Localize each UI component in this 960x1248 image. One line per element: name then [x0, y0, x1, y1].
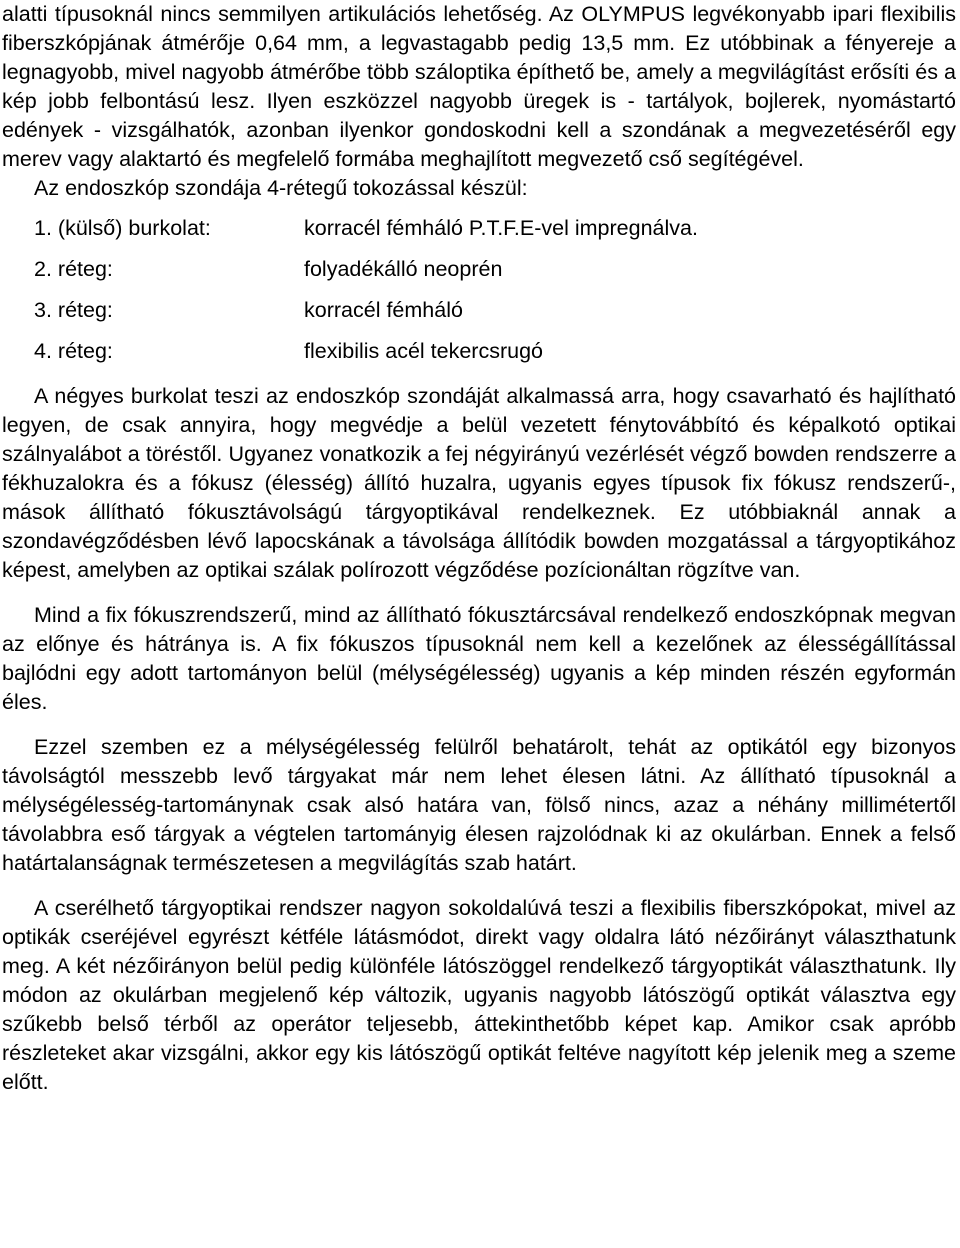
layer-item-4	[2, 337, 956, 366]
layers-list	[2, 214, 956, 366]
layer-value: folyadékálló neoprén	[304, 257, 503, 281]
layer-item-1	[2, 214, 956, 243]
paragraph-fokusz: Mind a fix fókuszrendszerű, mind az állítható fókusztárcsával rendelkező endoszkópnak megvan az előnye és hátránya is. A fix fókuszos típusoknál nem kell a kezelőnek az élességállítással bajlódni egy adott tartományon belül (mélységélesség) ugyanis a kép minden részén egyformán éles.	[2, 603, 956, 714]
layer-label: 2. réteg:	[34, 257, 113, 281]
layer-item-2	[2, 255, 956, 284]
layer-label: 3. réteg:	[34, 298, 113, 322]
paragraph-targyoptika: A cserélhető tárgyoptikai rendszer nagyon sokoldalúvá teszi a flexibilis fiberszkópokat, mivel az optikák cseréjével egyrészt kétféle látásmódot, direkt vagy oldalra látó nézőirányt választhatunk meg. A két nézőirányon belül pedig különféle látószöggel rendelkező tárgyoptikát választhatunk. Ily módon az okulárban megjelenő kép változik, ugyanis nagyobb látószögű optikát választva egy szűkebb belső térből az operátor teljesebb, áttekinthetőbb képet kap. Amikor csak apróbb részleteket akar vizsgálni, akkor egy kis látószögű optikát feltéve nagyított kép jelenik meg a szeme előtt.	[2, 896, 956, 1094]
layer-value: flexibilis acél tekercsrugó	[304, 339, 543, 363]
layer-label: 1. (külső) burkolat:	[34, 216, 211, 240]
layers-intro: Az endoszkóp szondája 4-rétegű tokozással készül:	[34, 176, 528, 200]
paragraph-burkolat: A négyes burkolat teszi az endoszkóp szondáját alkalmassá arra, hogy csavarható és hajlítható legyen, de csak annyira, hogy megvédje a belül vezetett fénytovábbító és képalkotó optikai szálnyalábot a töréstől. Ugyanez vonatkozik a fej négyirányú vezérlését végző bowden rendszerre a fékhuzalokra és a fókusz (élesség) állító huzalra, ugyanis egyes típusok fix fókusz rendszerű-, mások állítható fókusztávolságú tárgyoptikával rendelkeznek. Ez utóbbiaknál annak a szondavégződésben lévő lapocskának a távolsága állítódik bowden mozgatással a tárgyoptikához képest, amelyben az optikai szálak polírozott végződése pozícionáltan rögzítve van.	[2, 384, 956, 582]
layer-label: 4. réteg:	[34, 339, 113, 363]
layer-value: korracél fémháló P.T.F.E-vel impregnálva.	[304, 216, 698, 240]
paragraph-melysegelesseg: Ezzel szemben ez a mélységélesség felülről behatárolt, tehát az optikától egy bizonyos távolságtól messzebb levő tárgyakat már nem lehet élesen látni. Az állítható típusoknál a mélységélesség-tartománynak csak alsó határa van, fölső nincs, azaz a néhány millimétertől távolabbra eső tárgyak a végtelen tartományig élesen rajzolódnak ki az okulárban. Ennek a felső határtalanságnak természetesen a megvilágítás szab határt.	[2, 735, 956, 875]
layer-value: korracél fémháló	[304, 298, 463, 322]
paragraph-continuation: alatti típusoknál nincs semmilyen artikulációs lehetőség. Az OLYMPUS legvékonyabb ipari flexibilis fiberszkópjának átmérője 0,64 mm, a legvastagabb pedig 13,5 mm. Ez utóbbinak a fényereje a legnagyobb, mivel nagyobb átmérőbe több száloptika építhető be, amely a megvilágítást erősíti és a kép jobb felbontású lesz. Ilyen eszközzel nagyobb üregek is - tartályok, bojlerek, nyomástartó edények - vizsgálhatók, azonban ilyenkor gondoskodni kell a szondának a megvezetéséről egy merev vagy alaktartó és megfelelő formába meghajlított megvezető cső segítégével.	[2, 2, 956, 171]
document-page	[2, 0, 956, 1097]
layer-item-3	[2, 296, 956, 325]
